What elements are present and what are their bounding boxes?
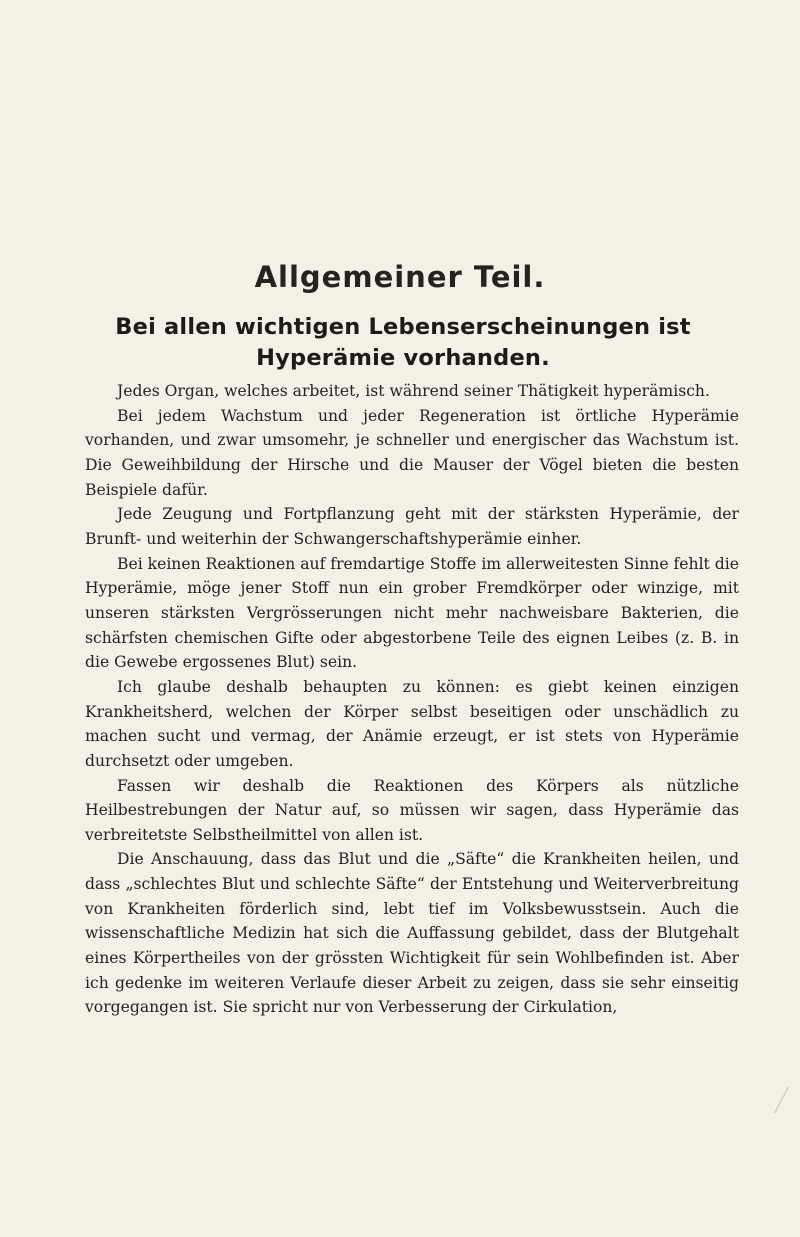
paragraph: Die Anschauung, dass das Blut und die „Säfte“ die Krankheiten heilen, und dass „schlechtes Blut und schlechte Säfte“ der Entstehung und Weiterverbreitung von Krankheiten förderlich sind, lebt tief im Volksbewusstsein. Auch die wissenschaftliche Medizin hat sich die Auffassung gebildet, dass der Blutgehalt eines Körpertheiles von der grössten Wichtigkeit für sein Wohlbefinden ist. Aber ich gedenke im weiteren Verlaufe dieser Arbeit zu zeigen, dass sie sehr einseitig vorgegangen ist. Sie spricht nur von Verbesserung der Cirkulation, [85, 850, 739, 1017]
paragraph: Jede Zeugung und Fortpflanzung geht mit der stärksten Hyperämie, der Brunft- und weiterhin der Schwangerschaftshyperämie einher. [85, 505, 739, 548]
paragraph: Ich glaube deshalb behaupten zu können: es giebt keinen einzigen Krankheitsherd, welchen der Körper selbst beseitigen oder unschädlich zu machen sucht und vermag, der Anämie erzeugt, er ist stets von Hyperämie durchsetzt oder umgeben. [85, 677, 739, 770]
paragraph: Bei keinen Reaktionen auf fremdartige Stoffe im allerweitesten Sinne fehlt die Hyperämie, möge jener Stoff nun ein grober Fremdkörper oder winzige, mit unseren stärksten Vergrösserungen nicht mehr nachweisbare Bakterien, die schärfsten chemischen Gifte oder abgestorbene Teile des eignen Leibes (z. B. in die Gewebe ergossenes Blut) sein. [85, 554, 739, 672]
paragraph: Jedes Organ, welches arbeitet, ist während seiner Thätigkeit hyperämisch. [117, 382, 710, 400]
paragraph: Fassen wir deshalb die Reaktionen des Körpers als nützliche Heilbestrebungen der Natur auf, so müssen wir sagen, dass Hyperämie das verbreitetste Selbstheilmittel von allen ist. [85, 776, 739, 844]
body-text [85, 379, 739, 1020]
page-edge-mark [774, 1087, 789, 1114]
section-heading: Bei allen wichtigen Lebenserscheinungen ist Hyperämie vorhanden. [115, 314, 691, 371]
paragraph: Bei jedem Wachstum und jeder Regeneration ist örtliche Hyperämie vorhanden, und zwar umsomehr, je schneller und energischer das Wachstum ist. Die Geweihbildung der Hirsche und die Mauser der Vögel bieten die besten Beispiele dafür. [85, 406, 739, 499]
chapter-title: Allgemeiner Teil. [254, 260, 546, 294]
